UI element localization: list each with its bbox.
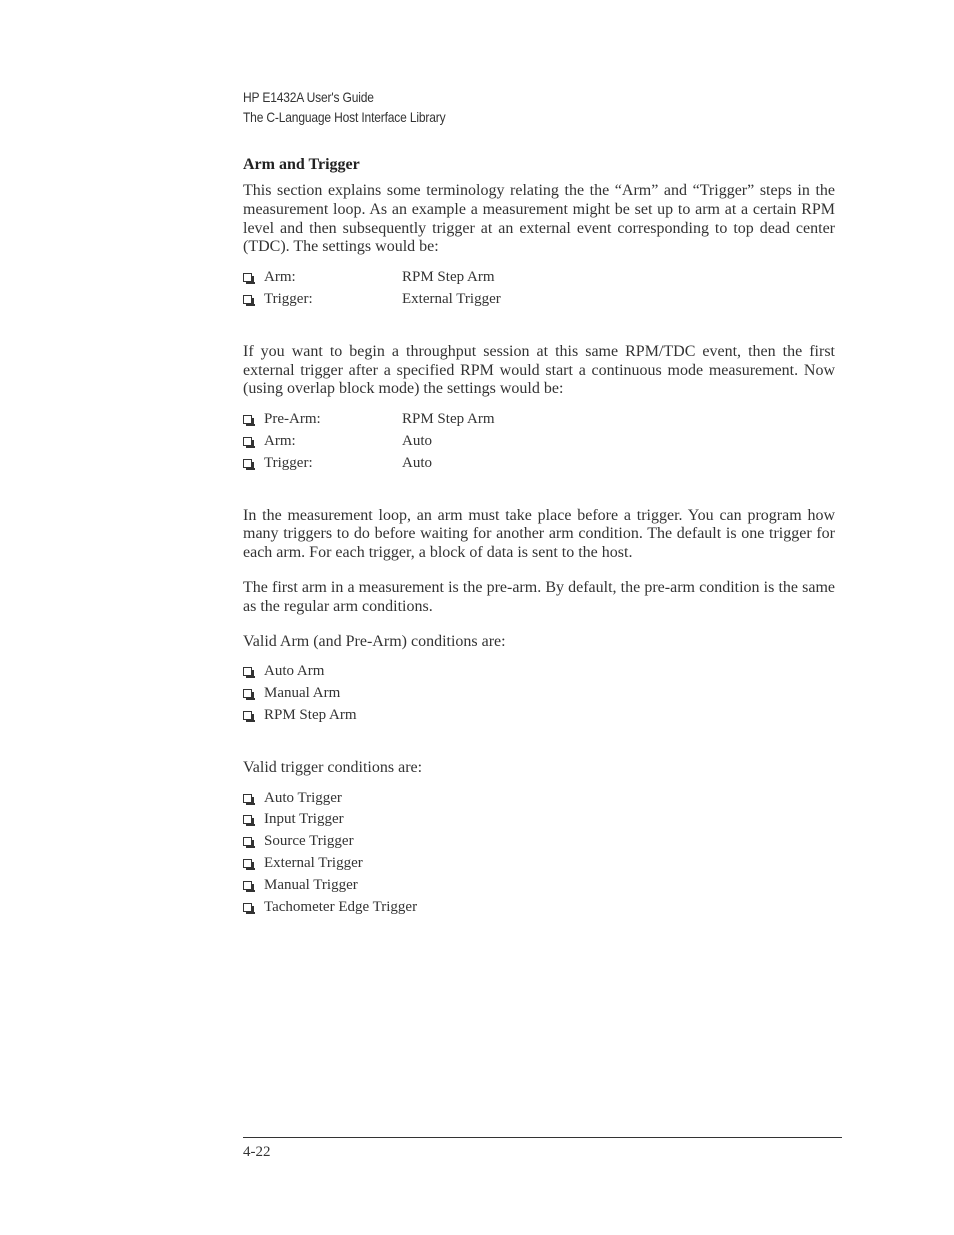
list-item — [243, 875, 835, 897]
setting-term: Arm: — [264, 432, 296, 449]
checkbox-bullet-icon — [243, 881, 252, 890]
section-heading: Arm and Trigger — [243, 156, 360, 173]
footer-divider — [243, 1137, 842, 1138]
condition-label: RPM Step Arm — [264, 706, 357, 723]
list-item — [243, 788, 835, 810]
checkbox-bullet-icon — [243, 273, 252, 282]
checkbox-bullet-icon — [243, 667, 252, 676]
checkbox-bullet-icon — [243, 711, 252, 720]
checkbox-bullet-icon — [243, 459, 252, 468]
trigger-conditions-intro: Valid trigger conditions are: — [243, 758, 423, 776]
setting-term: Arm: — [264, 269, 296, 286]
list-item — [243, 453, 835, 475]
list-item — [243, 809, 835, 831]
settings-list-2 — [243, 409, 835, 474]
trigger-conditions-list — [243, 788, 835, 919]
condition-label: Tachometer Edge Trigger — [264, 898, 418, 915]
condition-label: Input Trigger — [264, 811, 344, 828]
setting-term: Trigger: — [264, 454, 313, 471]
list-item — [243, 853, 835, 875]
intro-paragraph: This section explains some terminology relating the the “Arm” and “Trigger” steps in the measurement loop. As an example a measurement might be set up to arm at a certain RPM level and then subsequently trigger at an external event corresponding to top dead center (TDC). The settings would be: — [243, 182, 835, 256]
arm-conditions-list — [243, 661, 835, 726]
header-guide-title: HP E1432A User's Guide — [243, 89, 374, 105]
list-item — [243, 705, 835, 727]
setting-value: External Trigger — [402, 290, 501, 307]
page-number: 4-22 — [243, 1144, 271, 1160]
condition-label: Source Trigger — [264, 833, 354, 850]
setting-value: Auto — [402, 432, 432, 449]
main-content — [243, 154, 835, 918]
list-item — [243, 831, 835, 853]
throughput-paragraph: If you want to begin a throughput session at this same RPM/TDC event, then the first external trigger after a specified RPM would start a continuous mode measurement. Now (using overlap block mode) the settings would be: — [243, 342, 835, 398]
checkbox-bullet-icon — [243, 859, 252, 868]
checkbox-bullet-icon — [243, 903, 252, 912]
checkbox-bullet-icon — [243, 295, 252, 304]
list-item — [243, 289, 835, 311]
checkbox-bullet-icon — [243, 415, 252, 424]
setting-term: Trigger: — [264, 290, 313, 307]
list-item — [243, 897, 835, 919]
checkbox-bullet-icon — [243, 437, 252, 446]
list-item — [243, 409, 835, 431]
condition-label: Manual Arm — [264, 685, 341, 702]
arm-conditions-intro: Valid Arm (and Pre-Arm) conditions are: — [243, 632, 506, 650]
list-item — [243, 431, 835, 453]
settings-list-1 — [243, 267, 835, 311]
condition-label: Auto Trigger — [264, 789, 342, 806]
list-item — [243, 683, 835, 705]
checkbox-bullet-icon — [243, 837, 252, 846]
pre-arm-paragraph: The first arm in a measurement is the pre-arm. By default, the pre-arm condition is the same as the regular arm conditions. — [243, 578, 835, 615]
condition-label: Auto Arm — [264, 663, 325, 680]
header-chapter-title: The C-Language Host Interface Library — [243, 109, 446, 125]
setting-value: RPM Step Arm — [402, 411, 495, 428]
running-header — [243, 87, 445, 127]
checkbox-bullet-icon — [243, 689, 252, 698]
list-item — [243, 661, 835, 683]
checkbox-bullet-icon — [243, 794, 252, 803]
setting-term: Pre-Arm: — [264, 411, 321, 428]
condition-label: External Trigger — [264, 854, 363, 871]
setting-value: RPM Step Arm — [402, 269, 495, 286]
checkbox-bullet-icon — [243, 815, 252, 824]
condition-label: Manual Trigger — [264, 876, 358, 893]
measurement-loop-paragraph: In the measurement loop, an arm must take place before a trigger. You can program how many triggers to do before waiting for another arm condition. The default is one trigger for each arm. For each trigger, a block of data is sent to the host. — [243, 506, 835, 562]
list-item — [243, 267, 835, 289]
setting-value: Auto — [402, 454, 432, 471]
